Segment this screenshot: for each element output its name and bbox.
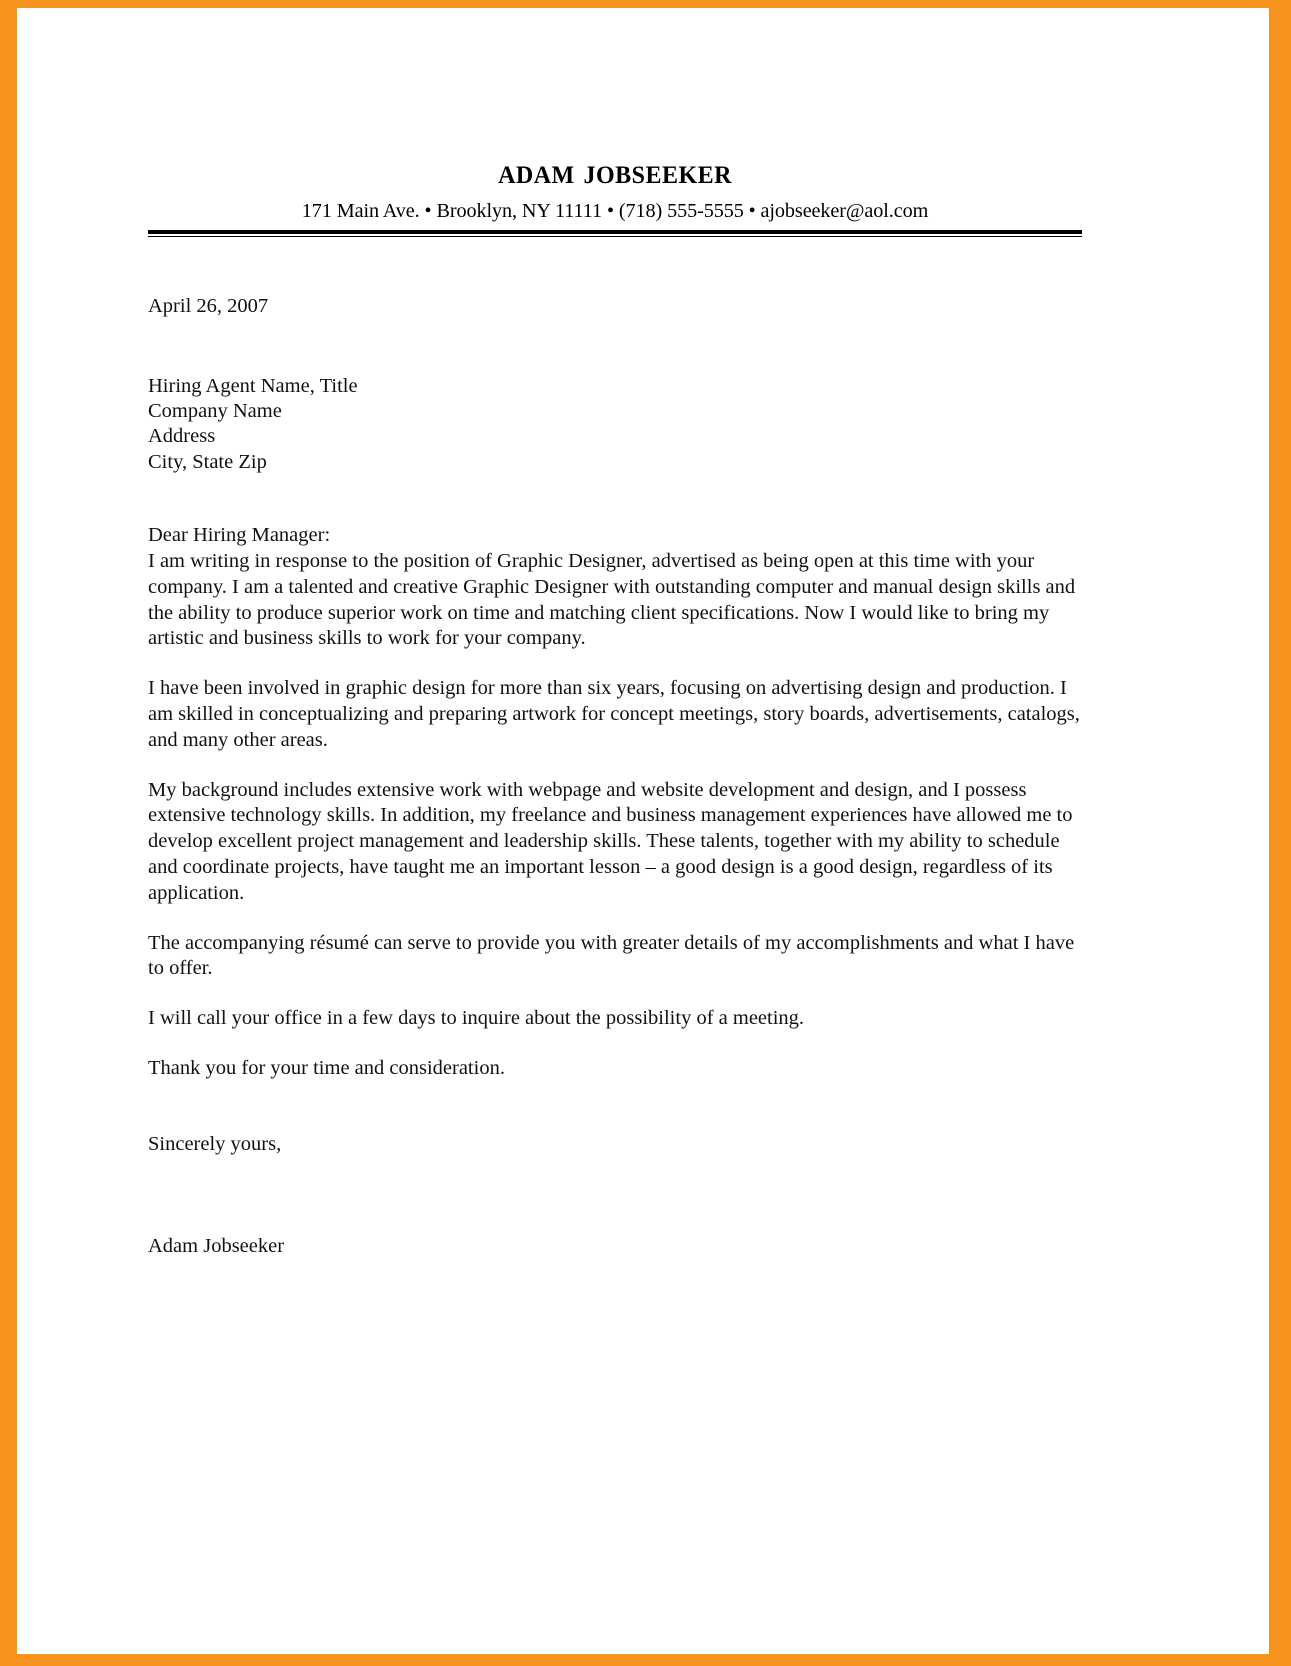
signature-name: Adam Jobseeker	[148, 1234, 285, 1257]
body-paragraph-5: I will call your office in a few days to inquire about the possibility of a meeting.	[148, 1007, 805, 1030]
body-paragraph-4: The accompanying résumé can serve to provide you with greater details of my accomplishments and what I have to offer.	[148, 931, 1075, 980]
letterhead-contact-line: 171 Main Ave. • Brooklyn, NY 11111 • (718) 555-5555 • ajobseeker@aol.com	[301, 199, 929, 222]
letterhead-divider	[148, 230, 1082, 237]
page-sheet	[17, 8, 1269, 1654]
letter-content	[148, 8, 1082, 1259]
salutation: Dear Hiring Manager:	[148, 524, 331, 547]
recipient-company: Company Name	[148, 399, 282, 422]
body-paragraph-3: My background includes extensive work with webpage and website development and design, and I possess extensive technology skills. In addition, my freelance and business management experiences have allowed me to develop excellent project management and leadership skills. These talents, together with my ability to schedule and coordinate projects, have taught me an important lesson – a good design is a good design, regardless of its application.	[148, 778, 1073, 904]
letterhead	[148, 8, 1082, 237]
inside-address	[148, 374, 1082, 476]
body-paragraph-1: I am writing in response to the position of Graphic Designer, advertised as being open at this time with your company. I am a talented and creative Graphic Designer with outstanding computer and manual design skills and the ability to produce superior work on time and matching client specifications. Now I would like to bring my artistic and business skills to work for your company.	[148, 549, 1076, 650]
body-paragraph-2: I have been involved in graphic design for more than six years, focusing on advertising design and production. I am skilled in conceptualizing and preparing artwork for concept meetings, story boards, advertisements, catalogs, and many other areas.	[148, 677, 1080, 751]
closing-salutation: Sincerely yours,	[148, 1132, 282, 1155]
recipient-city-state-zip: City, State Zip	[148, 450, 267, 473]
body-paragraph-6: Thank you for your time and consideration.	[148, 1056, 505, 1079]
recipient-name-title: Hiring Agent Name, Title	[148, 374, 358, 397]
letter-body	[148, 294, 1082, 1260]
letter-page	[17, 8, 1269, 1654]
letterhead-name: adam jobseeker	[498, 152, 732, 191]
letter-date: April 26, 2007	[148, 294, 269, 317]
recipient-address: Address	[148, 425, 216, 448]
divider-thin-rule	[148, 236, 1082, 237]
